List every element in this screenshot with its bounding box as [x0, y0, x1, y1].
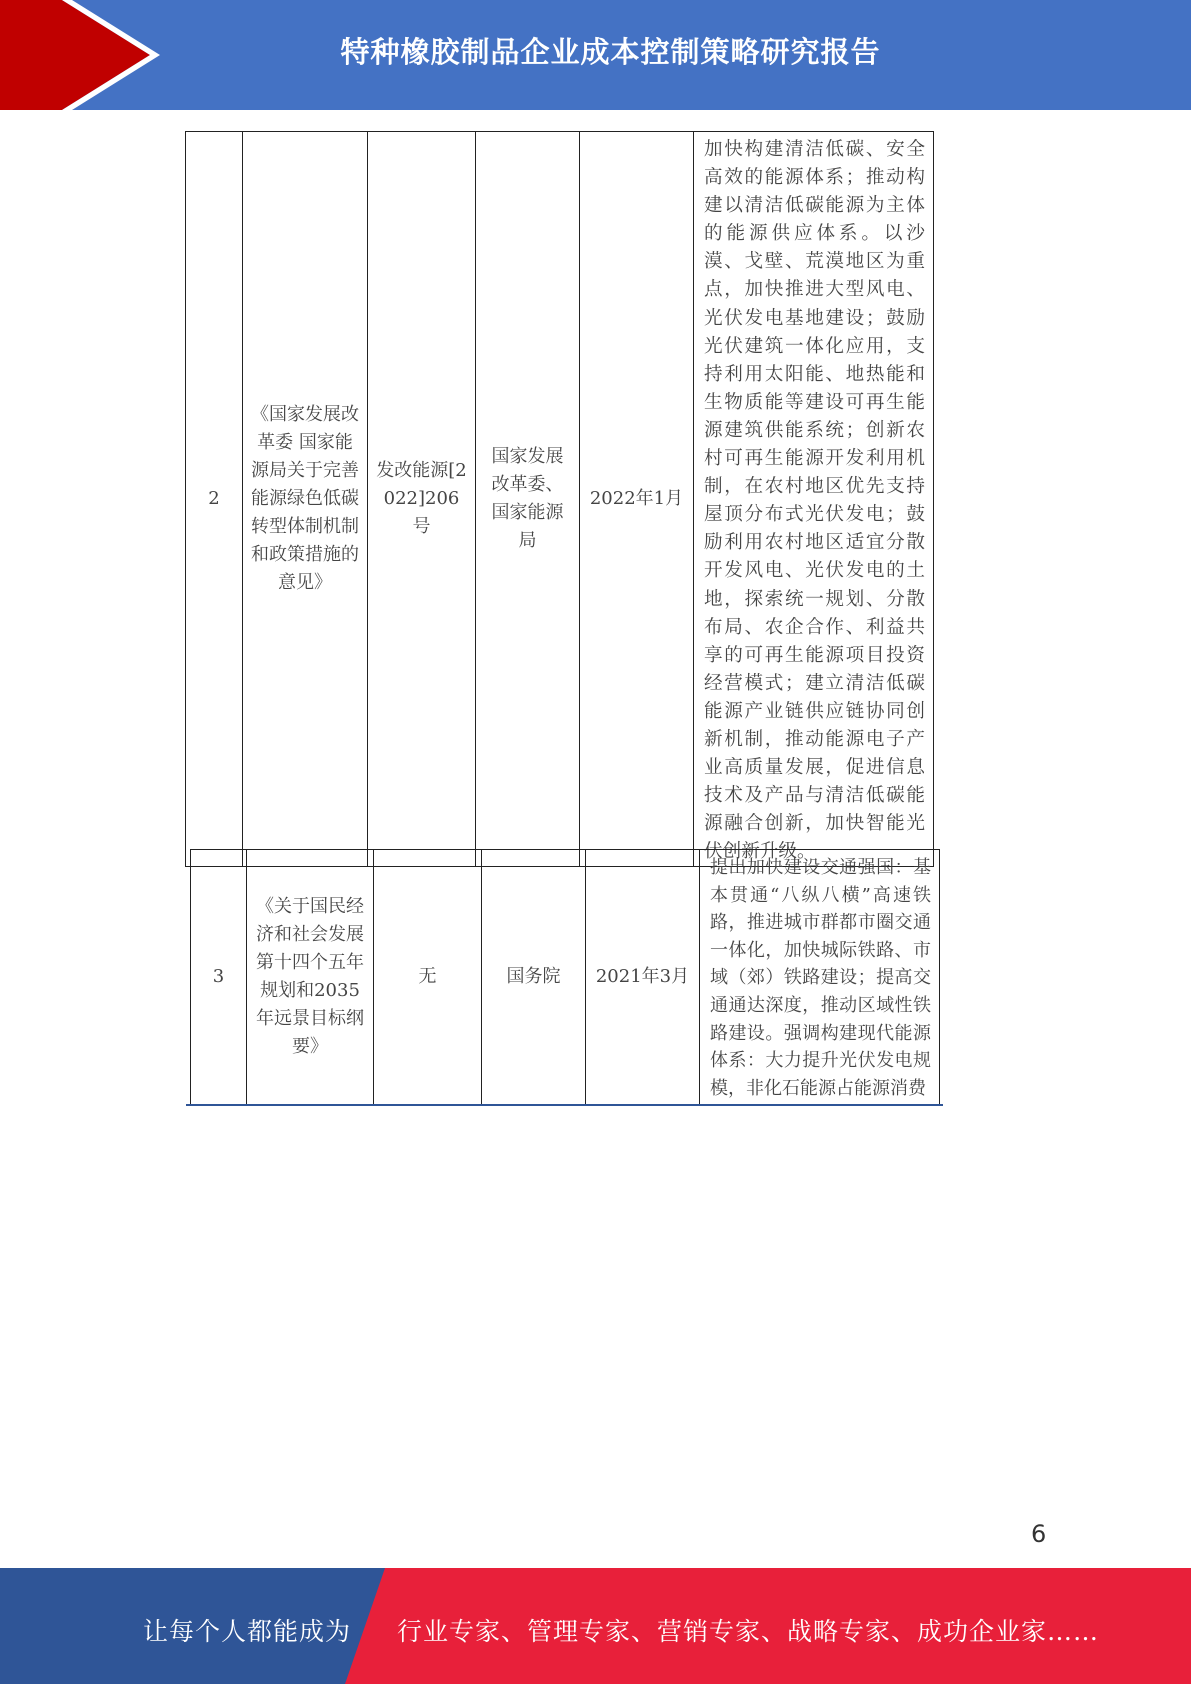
policy-content: 提出加快建设交通强国：基本贯通“八纵八横”高速铁路，推进城市群都市圈交通一体化，加快城际铁路、市域（郊）铁路建设；提高交通通达深度，推动区域性铁路建设。强调构建现代能源体系：大力提升光伏发电规模，非化石能源占能源消费 — [700, 850, 940, 1105]
footer-slogan-left: 让每个人都能成为 — [143, 1617, 352, 1646]
issue-date: 2021年3月 — [586, 850, 700, 1105]
table-row — [186, 132, 934, 867]
policy-table-1 — [185, 131, 934, 867]
policy-content: 加快构建清洁低碳、安全高效的能源体系；推动构建以清洁低碳能源为主体的能源供应体系。以沙漠、戈壁、荒漠地区为重点，加快推进大型风电、光伏发电基地建设；鼓励光伏建筑一体化应用，支持利用太阳能、地热能和生物质能等建设可再生能源建筑供能系统；创新农村可再生能源开发利用机制，在农村地区优先支持屋顶分布式光伏发电；鼓励利用农村地区适宜分散开发风电、光伏发电的土地，探索统一规划、分散布局、农企合作、利益共享的可再生能源项目投资经营模式；建立清洁低碳能源产业链供应链协同创新机制，推动能源电子产业高质量发展，促进信息技术及产品与清洁低碳能源融合创新，加快智能光伏创新升级。 — [694, 132, 934, 867]
table-row — [191, 850, 940, 1105]
policy-name: 《关于国民经济和社会发展第十四个五年规划和2035年远景目标纲要》 — [247, 850, 374, 1105]
issue-date: 2022年1月 — [580, 132, 694, 867]
issuing-authority: 国务院 — [482, 850, 586, 1105]
issuing-authority: 国家发展改革委、国家能源局 — [476, 132, 580, 867]
footer-slogan-right: 行业专家、管理专家、营销专家、战略专家、成功企业家…… — [397, 1617, 1100, 1646]
row-number: 3 — [191, 850, 247, 1105]
policy-name: 《国家发展改革委 国家能源局关于完善能源绿色低碳转型体制机制和政策措施的意见》 — [243, 132, 368, 867]
document-number: 发改能源[2022]206号 — [368, 132, 476, 867]
table-bottom-rule — [186, 1104, 943, 1106]
page-number: 6 — [1031, 1520, 1047, 1548]
row-number: 2 — [186, 132, 243, 867]
policy-table-2 — [190, 849, 940, 1105]
header-band — [0, 0, 1191, 110]
footer-banner — [0, 1568, 1191, 1684]
document-number: 无 — [374, 850, 482, 1105]
report-title: 特种橡胶制品企业成本控制策略研究报告 — [340, 35, 881, 69]
